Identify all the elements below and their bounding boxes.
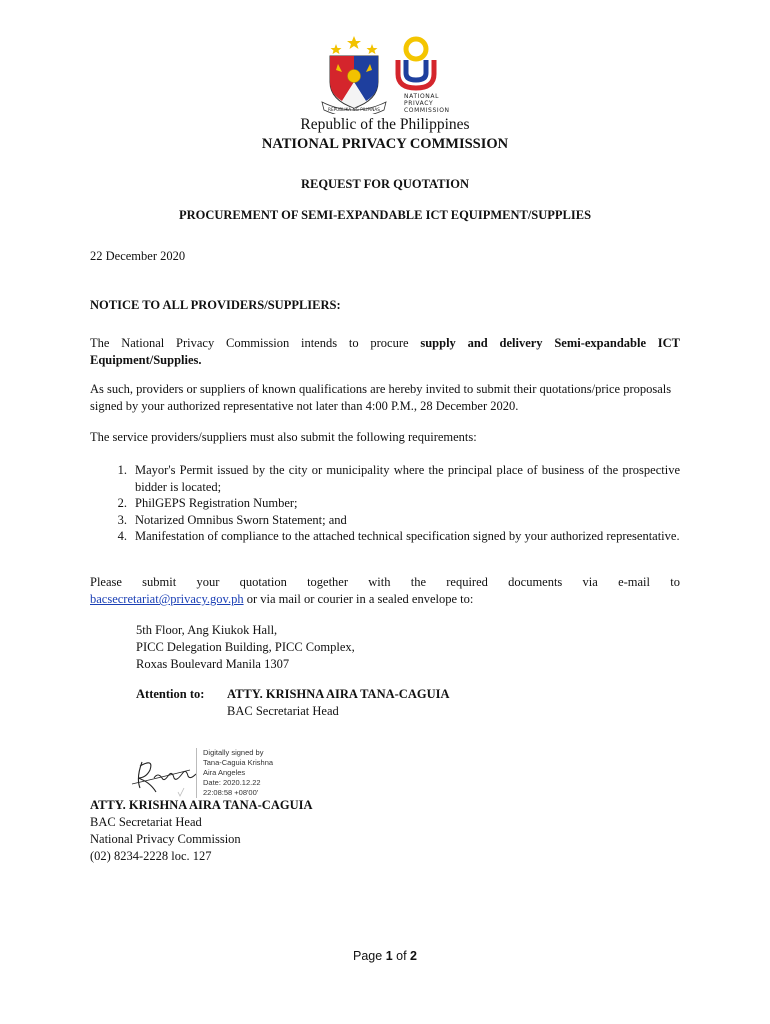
submit-word: with [368, 575, 391, 589]
submit-word: to [670, 575, 680, 589]
dsig-line: 22:08:58 +08'00' [203, 788, 259, 797]
page-total: 2 [410, 949, 417, 963]
list-item [90, 495, 680, 512]
invitation-paragraph: As such, providers or suppliers of known qualifications are hereby invited to submit their quotations/price proposals signed by your authorized representative not later than 4:00 P.M., 28 December 2020. [90, 382, 672, 413]
submit-first-line [90, 574, 680, 591]
list-number: 1. [117, 463, 127, 477]
agency-heading: NATIONAL PRIVACY COMMISSION [261, 136, 509, 152]
submit-word: your [196, 575, 220, 589]
signer-phone: (02) 8234-2228 loc. 127 [90, 849, 212, 863]
list-text: Mayor's Permit issued by the city or municipality where the principal place of business of the prospective bidder is located; [135, 463, 680, 494]
attention-title: BAC Secretariat Head [227, 704, 339, 718]
attention-details [227, 686, 450, 720]
dsig-line: Tana-Caguia Krishna [203, 758, 274, 767]
page-word: Page [353, 949, 383, 963]
list-text: PhilGEPS Registration Number; [135, 496, 298, 510]
submit-word: documents [508, 575, 563, 589]
list-item [90, 462, 680, 495]
submit-rest: or via mail or courier in a sealed envelope to: [243, 592, 474, 606]
email-link[interactable]: bacsecretariat@privacy.gov.ph [90, 592, 244, 606]
requirements-list [90, 462, 680, 545]
list-text: Manifestation of compliance to the attached technical specification signed by your authorized representative. [135, 529, 680, 543]
list-text: Notarized Omnibus Sworn Statement; and [135, 512, 347, 527]
intro-bold: supply and delivery Semi-expandable ICT Equipment/Supplies. [90, 336, 681, 367]
intro-paragraph [90, 335, 680, 369]
submit-word: together [307, 575, 349, 589]
digital-signature-stamp [196, 748, 273, 798]
list-number: 3. [117, 512, 127, 527]
republic-heading: Republic of the Philippines [300, 116, 470, 133]
notice-heading: NOTICE TO ALL PROVIDERS/SUPPLIERS: [90, 298, 341, 312]
intro-lead: The National Privacy Commission intends to procure [90, 336, 421, 350]
npc-logo-line: COMMISSION [404, 107, 450, 114]
submit-word: quotation [239, 575, 287, 589]
submit-word: e-mail [618, 575, 650, 589]
attention-block [136, 686, 450, 720]
requirements-intro: The service providers/suppliers must also submit the following requirements: [90, 430, 477, 444]
of-word: of [396, 949, 407, 963]
submit-word: the [410, 575, 427, 589]
mailing-address [136, 622, 355, 673]
submit-word: required [446, 575, 488, 589]
npc-logo-text [404, 93, 450, 114]
philippine-seal-icon [318, 34, 390, 114]
list-number: 4. [117, 529, 127, 543]
list-item [90, 512, 680, 529]
logo-row [0, 34, 770, 118]
signer-org: National Privacy Commission [90, 832, 241, 846]
list-number: 2. [117, 496, 127, 510]
svg-text:REPUBLIKA NG PILIPINAS: REPUBLIKA NG PILIPINAS [328, 107, 380, 112]
attention-name: ATTY. KRISHNA AIRA TANA-CAGUIA [227, 687, 450, 701]
dsig-line: Aira Angeles [203, 768, 246, 777]
list-item [90, 528, 680, 545]
npc-logo-line: NATIONAL [404, 93, 440, 100]
signer-name: ATTY. KRISHNA AIRA TANA-CAGUIA [90, 798, 313, 812]
submit-second-line [90, 591, 680, 608]
address-line: PICC Delegation Building, PICC Complex, [136, 640, 355, 654]
page-footer [0, 949, 770, 963]
subject-heading: PROCUREMENT OF SEMI-EXPANDABLE ICT EQUIPMENT/SUPPLIES [178, 208, 592, 222]
dsig-line: Digitally signed by [203, 748, 264, 757]
page-current: 1 [385, 949, 393, 963]
address-line: 5th Floor, Ang Kiukok Hall, [136, 623, 278, 637]
signer-block [90, 797, 313, 865]
attention-label: Attention to: [136, 687, 205, 701]
submit-word: Please [90, 575, 122, 589]
submit-word: submit [142, 575, 177, 589]
npc-logo-icon [392, 36, 440, 92]
submit-word: via [582, 575, 598, 589]
submit-paragraph [90, 574, 680, 608]
signer-title: BAC Secretariat Head [90, 815, 202, 829]
document-type-heading: REQUEST FOR QUOTATION [300, 177, 470, 191]
document-date: 22 December 2020 [90, 249, 186, 263]
dsig-line: Date: 2020.12.22 [203, 778, 261, 787]
address-line: Roxas Boulevard Manila 1307 [136, 657, 290, 671]
npc-logo-line: PRIVACY [404, 100, 434, 107]
